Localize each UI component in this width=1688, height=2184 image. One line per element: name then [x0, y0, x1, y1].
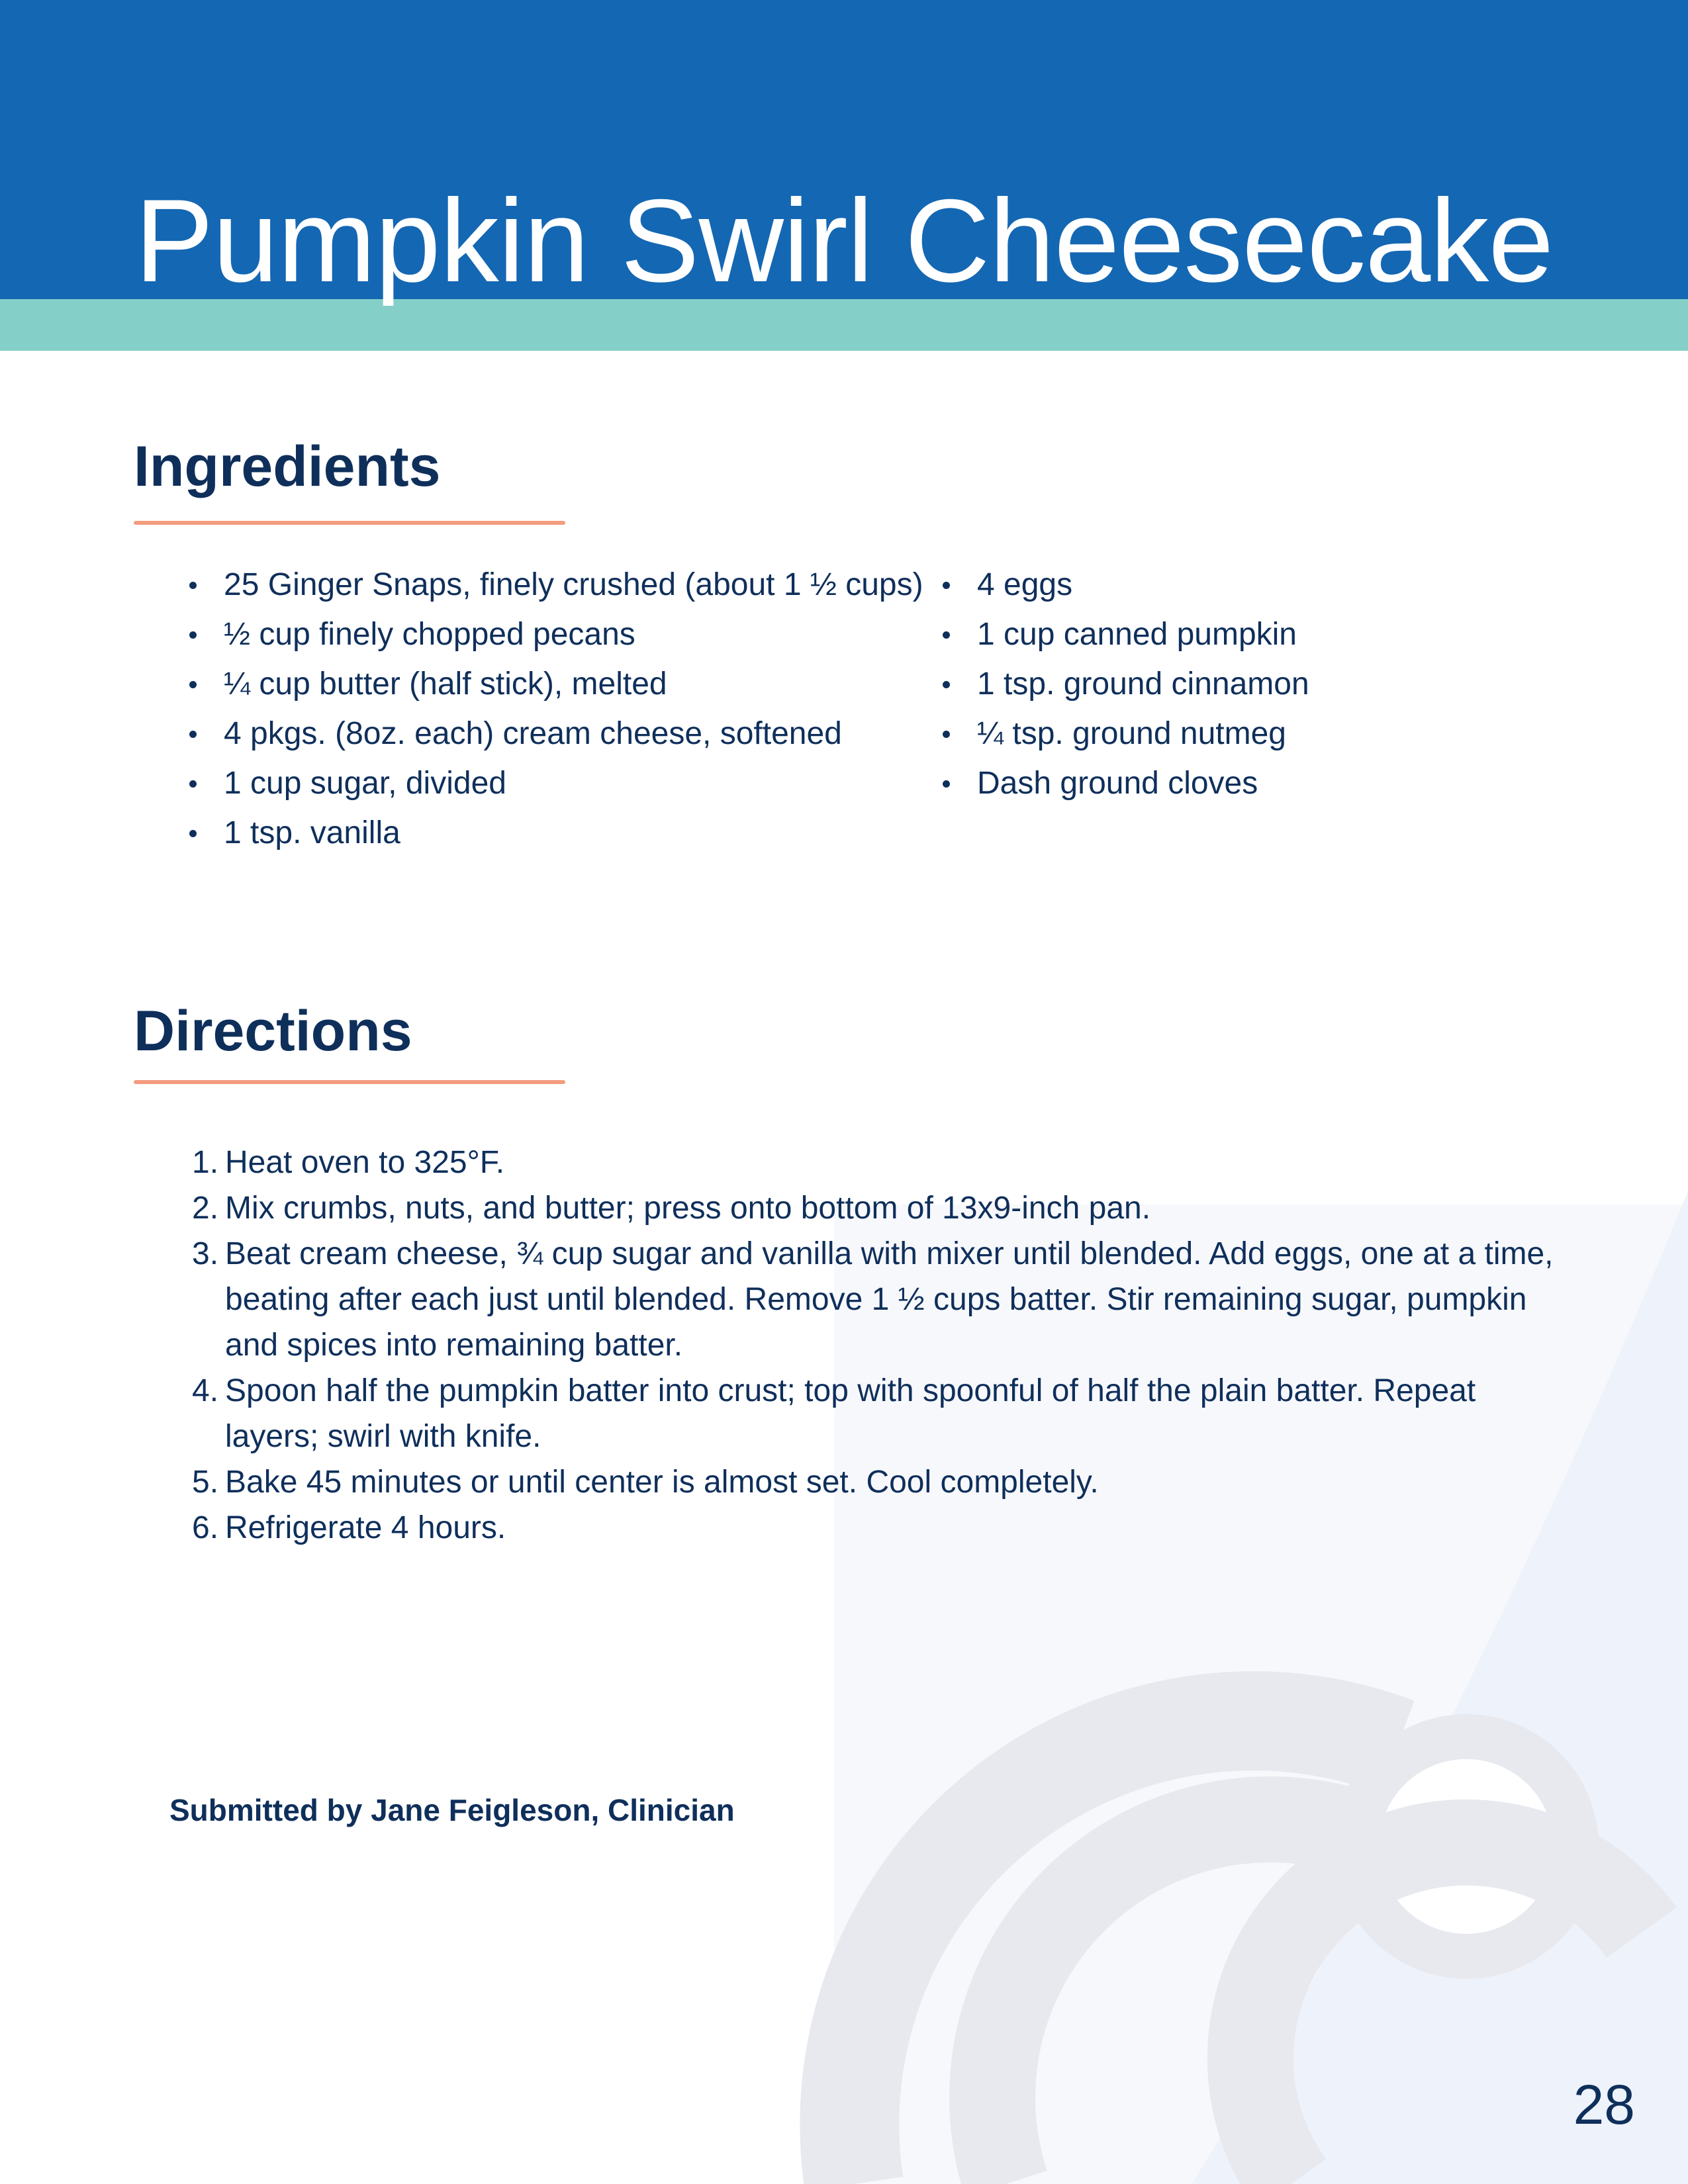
direction-step [192, 1368, 1569, 1459]
step-number: 5. [192, 1465, 219, 1500]
direction-step [192, 1140, 1569, 1185]
step-text: Beat cream cheese, ¾ cup sugar and vanilla with mixer until blended. Add eggs, one at a time, beating after each just until blended. Remove 1 ½ cups batter. Stir remaining sugar, pumpkin and spices into remaining batter. [225, 1236, 1554, 1363]
step-number: 4. [192, 1373, 219, 1408]
directions-underline [134, 1080, 565, 1084]
direction-step [192, 1505, 1569, 1551]
step-number: 2. [192, 1191, 219, 1226]
step-number: 1. [192, 1145, 219, 1180]
ingredient-item: ¼ tsp. ground nutmeg [940, 709, 1309, 758]
step-text: Spoon half the pumpkin batter into crust; top with spoonful of half the plain batter. Repeat layers; swirl with knife. [225, 1373, 1476, 1454]
direction-step [192, 1185, 1569, 1231]
ingredients-list-right [940, 560, 1309, 808]
direction-step [192, 1459, 1569, 1505]
recipe-title: Pumpkin Swirl Cheesecake [134, 175, 1554, 307]
step-text: Bake 45 minutes or until center is almost set. Cool completely. [225, 1465, 1099, 1500]
ingredient-item: 1 cup canned pumpkin [940, 610, 1309, 659]
ingredient-item: 1 cup sugar, divided [187, 758, 923, 808]
ingredient-item: 25 Ginger Snaps, finely crushed (about 1 ½ cups) [187, 560, 923, 610]
ingredient-item: 1 tsp. vanilla [187, 808, 923, 858]
ingredient-item: 1 tsp. ground cinnamon [940, 659, 1309, 709]
directions-heading: Directions [134, 999, 412, 1063]
step-text: Heat oven to 325°F. [225, 1145, 505, 1180]
ingredients-list-left [187, 560, 923, 858]
ingredient-item: ½ cup finely chopped pecans [187, 610, 923, 659]
ingredients-underline [134, 521, 565, 525]
step-text: Mix crumbs, nuts, and butter; press onto bottom of 13x9-inch pan. [225, 1191, 1151, 1226]
step-text: Refrigerate 4 hours. [225, 1510, 506, 1545]
ingredient-item: Dash ground cloves [940, 758, 1309, 808]
ingredient-item: ¼ cup butter (half stick), melted [187, 659, 923, 709]
directions-list [192, 1140, 1569, 1551]
step-number: 6. [192, 1510, 219, 1545]
ingredient-item: 4 pkgs. (8oz. each) cream cheese, softened [187, 709, 923, 758]
ingredient-item: 4 eggs [940, 560, 1309, 610]
ingredients-heading: Ingredients [134, 435, 441, 498]
page-number: 28 [1573, 2073, 1635, 2136]
direction-step [192, 1231, 1569, 1368]
step-number: 3. [192, 1236, 219, 1271]
submitted-by: Submitted by Jane Feigleson, Clinician [169, 1793, 735, 1827]
